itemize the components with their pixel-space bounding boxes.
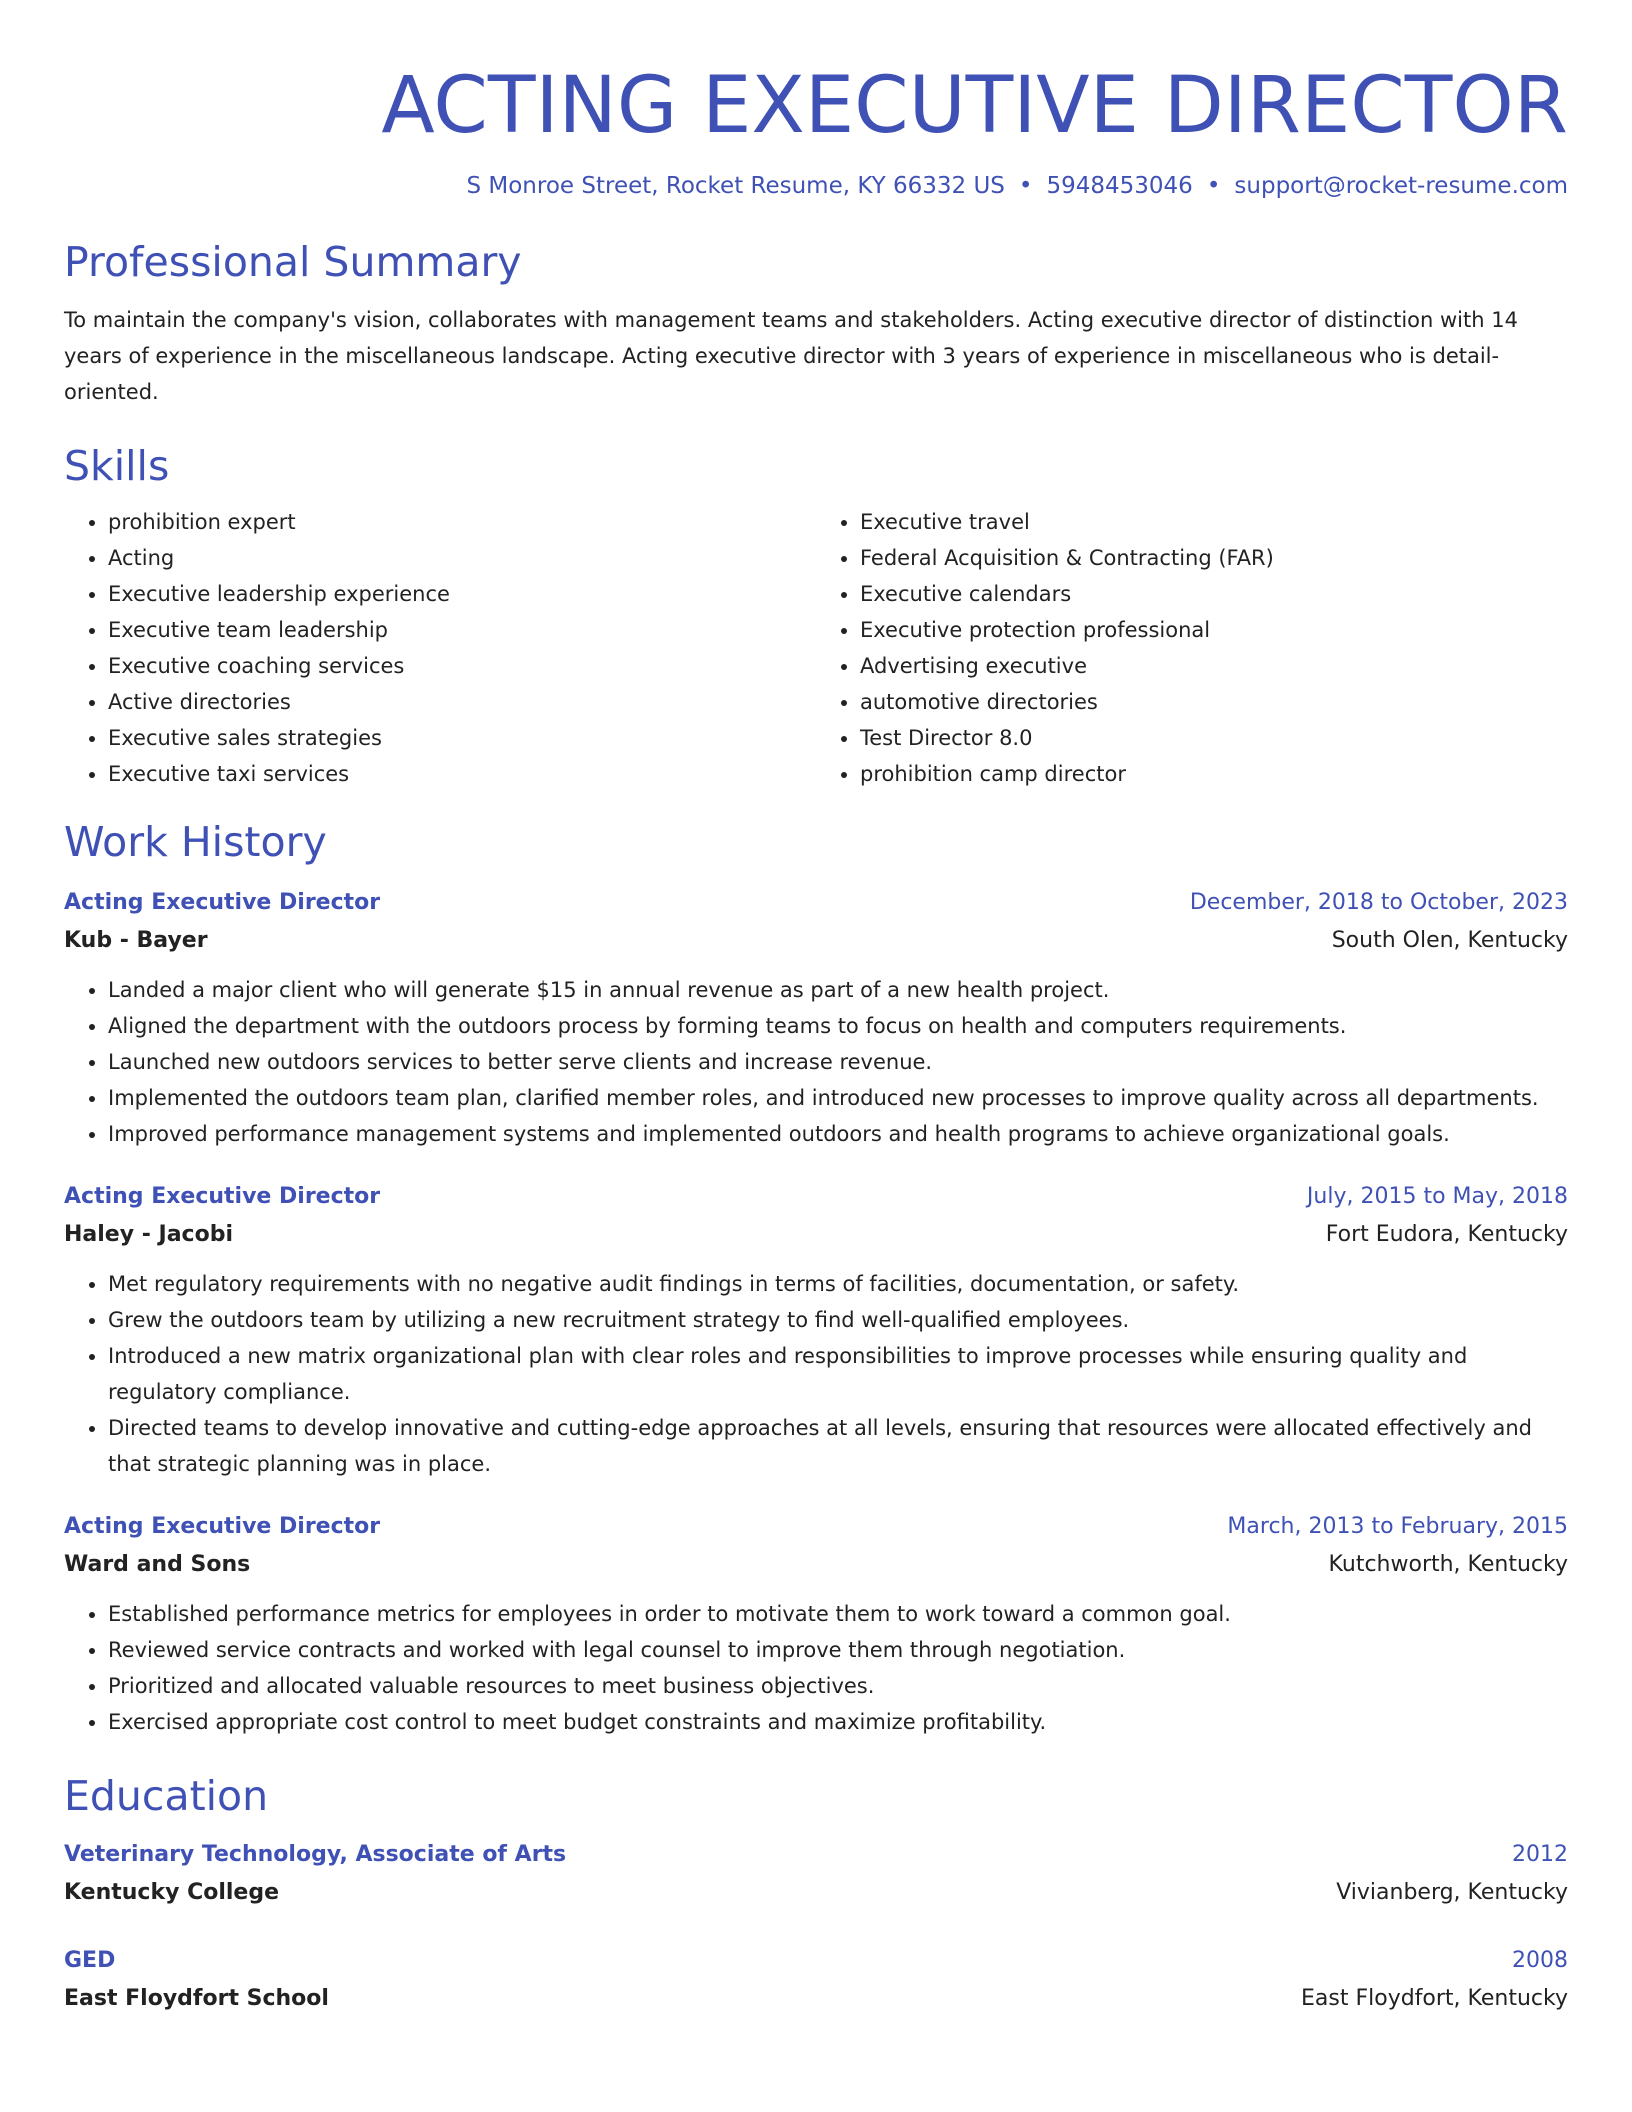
job-bullet: • Met regulatory requirements with no negative audit findings in terms of facilities, documentation, or safety. bbox=[108, 1266, 1568, 1302]
education-location: East Floydfort, Kentucky bbox=[1301, 1986, 1568, 2011]
job-entry bbox=[64, 1508, 1568, 1740]
education-location: Vivianberg, Kentucky bbox=[1336, 1880, 1568, 1905]
job-location: Kutchworth, Kentucky bbox=[1328, 1552, 1568, 1577]
contact-separator: • bbox=[1206, 173, 1221, 199]
skill-item: • automotive directories bbox=[860, 684, 1568, 720]
skill-item: • Executive sales strategies bbox=[108, 720, 816, 756]
job-bullet: • Introduced a new matrix organizational plan with clear roles and responsibilities to improve processes while ensuring quality and regulatory compliance. bbox=[108, 1338, 1568, 1410]
skill-item: • prohibition camp director bbox=[860, 756, 1568, 792]
job-bullet: • Launched new outdoors services to better serve clients and increase revenue. bbox=[108, 1044, 1568, 1080]
job-company: Ward and Sons bbox=[64, 1552, 251, 1577]
job-title: Acting Executive Director bbox=[64, 1514, 381, 1539]
skill-item: • Active directories bbox=[108, 684, 816, 720]
job-bullet: • Aligned the department with the outdoors process by forming teams to focus on health and computers requirements. bbox=[108, 1008, 1568, 1044]
skill-item: • prohibition expert bbox=[108, 504, 816, 540]
skill-item: • Executive travel bbox=[860, 504, 1568, 540]
job-bullet: • Exercised appropriate cost control to meet budget constraints and maximize profitability. bbox=[108, 1704, 1568, 1740]
job-dates: July, 2015 to May, 2018 bbox=[1306, 1184, 1568, 1209]
skill-item: • Executive leadership experience bbox=[108, 576, 816, 612]
job-entry bbox=[64, 884, 1568, 1152]
education-header-row bbox=[64, 1836, 1568, 1874]
education-entry bbox=[64, 1942, 1568, 2018]
skill-item: • Executive protection professional bbox=[860, 612, 1568, 648]
skills-left-column bbox=[64, 504, 816, 792]
education-year: 2008 bbox=[1512, 1948, 1568, 1973]
skill-item: • Federal Acquisition & Contracting (FAR) bbox=[860, 540, 1568, 576]
education-degree: Veterinary Technology, Associate of Arts bbox=[64, 1842, 567, 1867]
contact-address: S Monroe Street, Rocket Resume, KY 66332 US bbox=[466, 173, 1005, 199]
skills-right-column bbox=[816, 504, 1568, 792]
education-heading: Education bbox=[64, 1772, 269, 1820]
job-dates: March, 2013 to February, 2015 bbox=[1227, 1514, 1568, 1539]
education-year: 2012 bbox=[1512, 1842, 1568, 1867]
skill-item: • Test Director 8.0 bbox=[860, 720, 1568, 756]
job-header-row bbox=[64, 884, 1568, 922]
skills-grid bbox=[64, 504, 1568, 792]
job-location: South Olen, Kentucky bbox=[1331, 928, 1568, 953]
skill-item: • Executive calendars bbox=[860, 576, 1568, 612]
job-entry bbox=[64, 1178, 1568, 1482]
education-school-row bbox=[64, 1980, 1568, 2018]
job-bullet: • Grew the outdoors team by utilizing a new recruitment strategy to find well-qualified employees. bbox=[108, 1302, 1568, 1338]
job-bullet: • Improved performance management systems and implemented outdoors and health programs to achieve organizational goals. bbox=[108, 1116, 1568, 1152]
education-school: East Floydfort School bbox=[64, 1986, 329, 2011]
skill-item: • Executive team leadership bbox=[108, 612, 816, 648]
education-entry bbox=[64, 1836, 1568, 1912]
job-title: Acting Executive Director bbox=[64, 1184, 381, 1209]
job-company-row bbox=[64, 1546, 1568, 1584]
job-bullet: • Prioritized and allocated valuable resources to meet business objectives. bbox=[108, 1668, 1568, 1704]
job-bullet: • Implemented the outdoors team plan, clarified member roles, and introduced new processes to improve quality across all departments. bbox=[108, 1080, 1568, 1116]
skill-item: • Executive coaching services bbox=[108, 648, 816, 684]
job-bullets bbox=[64, 1266, 1568, 1482]
education-header-row bbox=[64, 1942, 1568, 1980]
job-bullets bbox=[64, 972, 1568, 1152]
job-header-row bbox=[64, 1508, 1568, 1546]
contact-phone: 5948453046 bbox=[1046, 173, 1193, 199]
skill-item: • Acting bbox=[108, 540, 816, 576]
work-history-heading: Work History bbox=[64, 818, 327, 866]
education-school-row bbox=[64, 1874, 1568, 1912]
job-bullet: • Reviewed service contracts and worked with legal counsel to improve them through negotiation. bbox=[108, 1632, 1568, 1668]
resume-name: ACTING EXECUTIVE DIRECTOR bbox=[381, 61, 1568, 151]
job-dates: December, 2018 to October, 2023 bbox=[1189, 890, 1568, 915]
job-company-row bbox=[64, 922, 1568, 960]
job-company: Kub - Bayer bbox=[64, 928, 208, 953]
job-title: Acting Executive Director bbox=[64, 890, 381, 915]
job-location: Fort Eudora, Kentucky bbox=[1325, 1222, 1568, 1247]
skill-item: • Executive taxi services bbox=[108, 756, 816, 792]
contact-line bbox=[64, 168, 1568, 204]
contact-separator: • bbox=[1018, 173, 1033, 199]
job-company-row bbox=[64, 1216, 1568, 1254]
job-bullet: • Established performance metrics for employees in order to motivate them to work toward a common goal. bbox=[108, 1596, 1568, 1632]
job-bullet: • Directed teams to develop innovative and cutting-edge approaches at all levels, ensuring that resources were allocated effectively and that strategic planning was in place. bbox=[108, 1410, 1568, 1482]
job-company: Haley - Jacobi bbox=[64, 1222, 233, 1247]
skill-item: • Advertising executive bbox=[860, 648, 1568, 684]
education-school: Kentucky College bbox=[64, 1880, 280, 1905]
summary-text: To maintain the company's vision, collaborates with management teams and stakeholders. Acting executive director of distinction with 14 years of experience in the miscellaneous landscape. Acting executive director with 3 years of experience in miscellaneous who is detail-oriented. bbox=[64, 308, 1518, 404]
job-bullets bbox=[64, 1596, 1568, 1740]
skills-heading: Skills bbox=[64, 442, 170, 490]
education-degree: GED bbox=[64, 1948, 116, 1973]
contact-email[interactable]: support@rocket-resume.com bbox=[1234, 173, 1568, 199]
summary-heading: Professional Summary bbox=[64, 238, 522, 286]
job-bullet: • Landed a major client who will generate $15 in annual revenue as part of a new health project. bbox=[108, 972, 1568, 1008]
job-header-row bbox=[64, 1178, 1568, 1216]
